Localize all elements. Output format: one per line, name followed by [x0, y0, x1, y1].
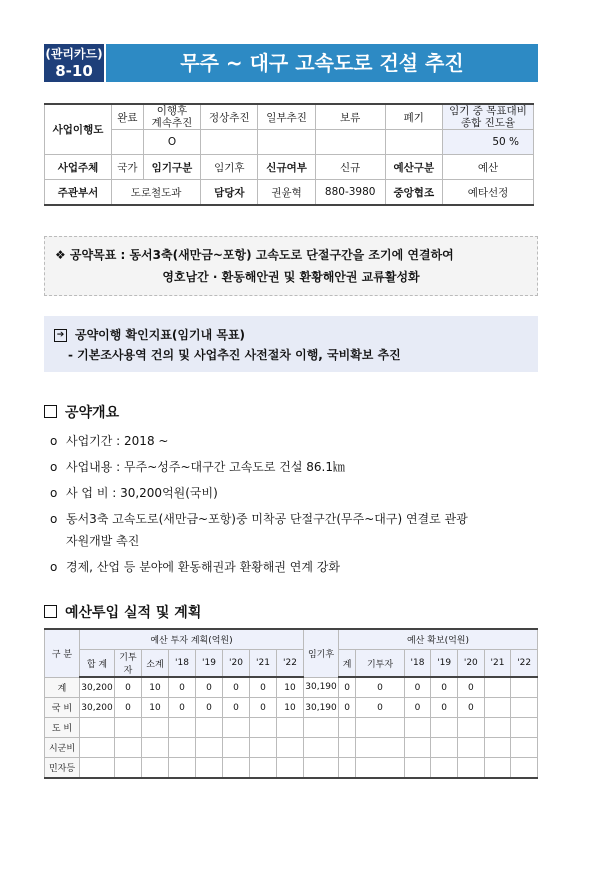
plan-cell	[80, 758, 115, 779]
pledge-goal	[44, 236, 538, 296]
page-title: 무주 ~ 대구 고속도로 건설 추진	[106, 44, 538, 82]
secured-cell	[404, 738, 431, 758]
plan-cell	[142, 718, 169, 738]
after-cell	[304, 758, 339, 779]
value-phone: 880-3980	[315, 180, 385, 206]
plan-cell	[142, 758, 169, 779]
plan-cell: 30,200	[80, 677, 115, 698]
plan-cell: 0	[223, 698, 250, 718]
plan-cell: 0	[250, 677, 277, 698]
secured-subheader: '22	[511, 650, 538, 678]
secured-cell: 0	[356, 677, 404, 698]
label-manager: 담당자	[201, 180, 258, 206]
plan-subheader: 소계	[142, 650, 169, 678]
secured-cell	[457, 738, 484, 758]
after-cell	[304, 718, 339, 738]
secured-cell	[356, 758, 404, 779]
secured-cell	[484, 758, 511, 779]
indicator-title: 공약이행 확인지표(임기내 목표)	[75, 328, 246, 342]
secured-cell	[511, 718, 538, 738]
list-item: 자원개발 촉진	[66, 534, 140, 548]
secured-subheader: '21	[484, 650, 511, 678]
value-subject: 국가	[112, 155, 144, 180]
progress-rate: 50 %	[443, 130, 534, 155]
secured-cell	[404, 758, 431, 779]
row-label: 계	[45, 677, 80, 698]
label-central: 중앙협조	[385, 180, 442, 206]
secured-cell	[431, 738, 458, 758]
col-hold: 보류	[315, 104, 385, 130]
table-row	[45, 698, 538, 718]
secured-cell	[511, 698, 538, 718]
goal-line-2: 영호남간 · 환동해안권 및 환황해안권 교류활성화	[162, 270, 420, 284]
plan-subheader: 합 계	[80, 650, 115, 678]
secured-cell: 0	[457, 677, 484, 698]
list-item: o 사업내용 : 무주~성주~대구간 고속도로 건설 86.1㎞	[50, 460, 346, 474]
row-label: 사업이행도	[45, 104, 112, 155]
plan-cell	[80, 738, 115, 758]
secured-cell	[484, 718, 511, 738]
plan-cell	[169, 738, 196, 758]
col-plan-group: 예산 투자 계획(억원)	[80, 629, 304, 650]
secured-cell: 0	[404, 677, 431, 698]
col-partial: 일부추진	[258, 104, 315, 130]
plan-cell: 0	[115, 698, 142, 718]
col-normal: 정상추진	[201, 104, 258, 130]
row-label: 민자등	[45, 758, 80, 779]
secured-cell: 0	[404, 698, 431, 718]
secured-cell: 0	[457, 698, 484, 718]
col-complete: 완료	[112, 104, 144, 130]
value-department: 도로철도과	[112, 180, 201, 206]
plan-cell	[277, 718, 304, 738]
indicator-detail: - 기본조사용역 건의 및 사업추진 사전절차 이행, 국비확보 추진	[68, 348, 401, 362]
plan-cell	[115, 738, 142, 758]
secured-cell	[339, 738, 356, 758]
plan-cell: 10	[142, 698, 169, 718]
secured-cell	[339, 718, 356, 738]
plan-cell	[196, 758, 223, 779]
plan-subheader: 기투자	[115, 650, 142, 678]
label-term: 임기구분	[143, 155, 200, 180]
secured-cell	[484, 677, 511, 698]
col-gubun: 구 분	[45, 629, 80, 677]
value-manager: 권윤혁	[258, 180, 315, 206]
table-row	[45, 738, 538, 758]
plan-cell	[250, 718, 277, 738]
plan-cell: 0	[115, 677, 142, 698]
plan-subheader: '18	[169, 650, 196, 678]
arrow-icon: ➔	[54, 329, 67, 342]
plan-cell	[250, 738, 277, 758]
plan-subheader: '21	[250, 650, 277, 678]
progress-mark: O	[143, 130, 200, 155]
plan-cell	[223, 738, 250, 758]
secured-cell: 0	[356, 698, 404, 718]
plan-subheader: '19	[196, 650, 223, 678]
indicator-box	[44, 316, 538, 372]
plan-cell	[169, 718, 196, 738]
secured-cell: 0	[431, 677, 458, 698]
secured-cell	[457, 758, 484, 779]
secured-cell	[511, 758, 538, 779]
plan-cell: 0	[250, 698, 277, 718]
checkbox-square-icon	[44, 405, 57, 418]
plan-cell	[277, 758, 304, 779]
plan-cell	[142, 738, 169, 758]
col-after: 임기후	[304, 629, 339, 677]
table-row	[45, 718, 538, 738]
secured-cell: 0	[339, 698, 356, 718]
plan-cell	[115, 758, 142, 779]
secured-cell	[404, 718, 431, 738]
col-rate: 임기 중 목표대비 종합 진도율	[443, 104, 534, 130]
secured-cell	[356, 738, 404, 758]
secured-subheader: '20	[457, 650, 484, 678]
plan-cell	[169, 758, 196, 779]
plan-cell: 0	[196, 677, 223, 698]
card-number: 8-10	[55, 62, 93, 80]
overview-heading: 공약개요	[44, 402, 119, 422]
card-badge	[44, 44, 104, 82]
plan-cell	[277, 738, 304, 758]
page-header	[44, 44, 538, 82]
secured-subheader: 기투자	[356, 650, 404, 678]
plan-cell: 10	[142, 677, 169, 698]
secured-cell	[431, 758, 458, 779]
secured-cell	[356, 718, 404, 738]
after-cell: 30,190	[304, 677, 339, 698]
plan-cell	[250, 758, 277, 779]
secured-cell	[484, 738, 511, 758]
label-budget-type: 예산구분	[385, 155, 442, 180]
value-central: 예타선정	[443, 180, 534, 206]
secured-cell	[484, 698, 511, 718]
table-row	[45, 758, 538, 779]
col-discard: 폐기	[385, 104, 442, 130]
checkbox-square-icon	[44, 605, 57, 618]
row-label: 도 비	[45, 718, 80, 738]
plan-cell	[223, 718, 250, 738]
card-label: (관리카드)	[45, 47, 103, 61]
plan-cell: 0	[169, 677, 196, 698]
plan-cell	[115, 718, 142, 738]
label-subject: 사업주체	[45, 155, 112, 180]
secured-subheader: '18	[404, 650, 431, 678]
budget-table	[44, 628, 538, 779]
row-label: 국 비	[45, 698, 80, 718]
value-budget-type: 예산	[443, 155, 534, 180]
plan-cell: 0	[169, 698, 196, 718]
secured-subheader: '19	[431, 650, 458, 678]
value-term: 임기후	[201, 155, 258, 180]
plan-cell	[196, 738, 223, 758]
value-new: 신규	[315, 155, 385, 180]
plan-cell: 30,200	[80, 698, 115, 718]
overview-list	[50, 430, 540, 582]
col-continue: 이행후 계속추진	[143, 104, 200, 130]
budget-heading: 예산투입 실적 및 계획	[44, 602, 201, 622]
label-new: 신규여부	[258, 155, 315, 180]
plan-cell: 10	[277, 698, 304, 718]
plan-cell: 10	[277, 677, 304, 698]
secured-cell	[511, 738, 538, 758]
secured-subheader: 계	[339, 650, 356, 678]
progress-table	[44, 103, 534, 206]
list-item: o 사 업 비 : 30,200억원(국비)	[50, 486, 218, 500]
plan-cell: 0	[196, 698, 223, 718]
col-secured-group: 예산 확보(억원)	[339, 629, 538, 650]
list-item: o 사업기간 : 2018 ~	[50, 434, 169, 448]
secured-cell: 0	[431, 698, 458, 718]
goal-line-1: ❖ 공약목표 : 동서3축(새만금~포항) 고속도로 단절구간을 조기에 연결하여	[55, 248, 454, 262]
secured-cell: 0	[339, 677, 356, 698]
plan-cell	[80, 718, 115, 738]
list-item: o 동서3축 고속도로(새만금~포항)중 미착공 단절구간(무주~대구) 연결로 관광	[50, 512, 468, 526]
plan-subheader: '20	[223, 650, 250, 678]
secured-cell	[511, 677, 538, 698]
plan-subheader: '22	[277, 650, 304, 678]
after-cell	[304, 738, 339, 758]
secured-cell	[339, 758, 356, 779]
row-label: 시군비	[45, 738, 80, 758]
list-item: o 경제, 산업 등 분야에 환동해권과 환황해권 연계 강화	[50, 560, 340, 574]
secured-cell	[457, 718, 484, 738]
secured-cell	[431, 718, 458, 738]
after-cell: 30,190	[304, 698, 339, 718]
plan-cell	[196, 718, 223, 738]
plan-cell	[223, 758, 250, 779]
table-row	[45, 677, 538, 698]
label-department: 주관부서	[45, 180, 112, 206]
plan-cell: 0	[223, 677, 250, 698]
